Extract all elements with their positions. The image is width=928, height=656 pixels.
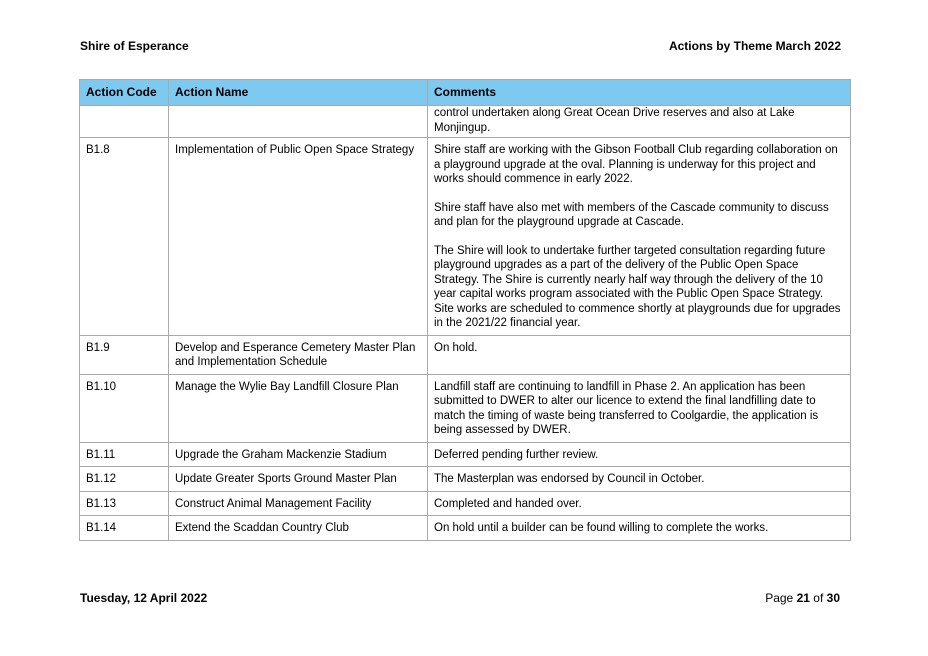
comment-paragraph: On hold.	[434, 341, 478, 354]
action-name-cell: Manage the Wylie Bay Landfill Closure Plan	[169, 374, 428, 442]
table-row	[80, 467, 851, 492]
action-name-cell	[169, 106, 428, 138]
comment-paragraph: Landfill staff are continuing to landfill in Phase 2. An application has been submitted to DWER to alter our licence to extend the final landfilling date to match the timing of waste being transferred to Coolgardie, the application is being assessed by DWER.	[434, 380, 819, 436]
action-code-cell: B1.8	[80, 138, 169, 336]
page-label: Page	[765, 591, 794, 605]
comment-paragraph: The Shire will look to undertake further targeted consultation regarding future playground upgrades as a part of the delivery of the Public Open Space Strategy. The Shire is currently nearly half way through the delivery of the 10 year capital works program associated with the Public Open Space Strategy. Site works are scheduled to commence shortly at playgrounds due for upgrades in the 2021/22 financial year.	[434, 244, 841, 329]
action-code-cell: B1.10	[80, 374, 169, 442]
actions-table	[79, 79, 851, 541]
header-organisation: Shire of Esperance	[80, 39, 189, 53]
comments-cell	[428, 138, 851, 336]
table-row	[80, 516, 851, 541]
comments-cell	[428, 491, 851, 516]
action-code-cell: B1.9	[80, 335, 169, 374]
footer-page-number	[765, 591, 840, 605]
comments-cell	[428, 335, 851, 374]
table-header-row	[80, 80, 851, 106]
action-name-cell: Update Greater Sports Ground Master Plan	[169, 467, 428, 492]
table-row	[80, 442, 851, 467]
comments-cell	[428, 442, 851, 467]
action-code-cell: B1.14	[80, 516, 169, 541]
action-name-cell: Upgrade the Graham Mackenzie Stadium	[169, 442, 428, 467]
footer-date: Tuesday, 12 April 2022	[80, 591, 208, 605]
action-code-cell: B1.13	[80, 491, 169, 516]
table-row	[80, 138, 851, 336]
comment-paragraph: Completed and handed over.	[434, 497, 582, 510]
comment-paragraph: Deferred pending further review.	[434, 448, 599, 461]
action-name-cell: Implementation of Public Open Space Strategy	[169, 138, 428, 336]
comments-cell	[428, 516, 851, 541]
comment-paragraph: Shire staff are working with the Gibson Football Club regarding collaboration on a playground upgrade at the oval. Planning is underway for this project and works should commence in early 2022.	[434, 144, 838, 185]
column-header-action-code: Action Code	[80, 80, 169, 106]
column-header-comments: Comments	[428, 80, 851, 106]
table-row	[80, 374, 851, 442]
header-report-title: Actions by Theme March 2022	[668, 39, 841, 53]
action-name-cell: Develop and Esperance Cemetery Master Plan and Implementation Schedule	[169, 335, 428, 374]
table-row-continued	[80, 106, 851, 138]
comment-paragraph: On hold until a builder can be found willing to complete the works.	[434, 522, 769, 534]
comment-paragraph: The Masterplan was endorsed by Council in October.	[434, 473, 705, 485]
table-row	[80, 491, 851, 516]
action-name-cell: Extend the Scaddan Country Club	[169, 516, 428, 541]
comments-cell	[428, 374, 851, 442]
page-current: 21	[796, 591, 810, 605]
page-of-label: of	[813, 591, 824, 605]
column-header-action-name: Action Name	[169, 80, 428, 106]
action-name-cell: Construct Animal Management Facility	[169, 491, 428, 516]
comment-paragraph: Shire staff have also met with members of the Cascade community to discuss and plan for the playground upgrade at Cascade.	[434, 201, 829, 228]
action-code-cell	[80, 106, 169, 138]
action-code-cell: B1.11	[80, 442, 169, 467]
comments-cell: control undertaken along Great Ocean Drive reserves and also at Lake Monjingup.	[428, 106, 851, 138]
action-code-cell: B1.12	[80, 467, 169, 492]
comments-cell	[428, 467, 851, 492]
page-total: 30	[826, 591, 840, 605]
table-row	[80, 335, 851, 374]
